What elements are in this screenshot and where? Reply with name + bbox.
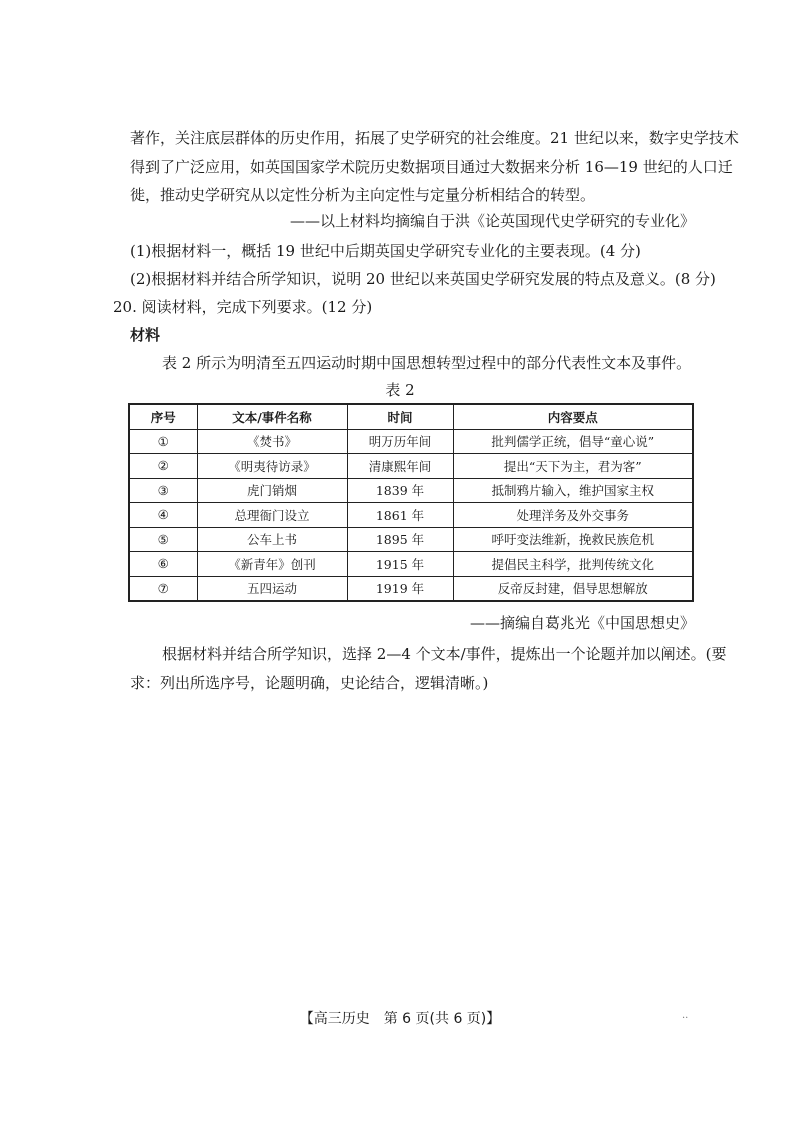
cell-name: 虎门销烟 <box>197 478 347 503</box>
cell-content: 呼吁变法维新，挽救民族危机 <box>453 527 693 552</box>
cell-time: 明万历年间 <box>347 429 453 454</box>
cell-content: 提倡民主科学，批判传统文化 <box>453 552 693 577</box>
cell-content: 批判儒学正统，倡导“童心说” <box>453 429 693 454</box>
task-line: 根据材料并结合所学知识，选择 2—4 个文本/事件，提炼出一个论题并加以阐述。(要 <box>162 645 727 663</box>
cell-time: 1839 年 <box>347 478 453 503</box>
cell-name: 《明夷待访录》 <box>197 454 347 479</box>
table-row <box>129 552 693 577</box>
cell-content: 提出“天下为主，君为客” <box>453 454 693 479</box>
intro-line: 徙，推动史学研究从以定性分析为主向定性与定量分析相结合的转型。 <box>130 186 596 204</box>
table-row <box>129 429 693 454</box>
cell-index: ⑤ <box>129 527 197 552</box>
cell-index: ① <box>129 429 197 454</box>
events-table <box>128 403 694 602</box>
cell-time: 1895 年 <box>347 527 453 552</box>
table-row <box>129 503 693 528</box>
cell-content: 抵制鸦片输入，维护国家主权 <box>453 478 693 503</box>
header-time: 时间 <box>347 404 453 429</box>
material-text: 表 2 所示为明清至五四运动时期中国思想转型过程中的部分代表性文本及事件。 <box>162 354 692 372</box>
table-title: 表 2 <box>385 381 415 399</box>
cell-index: ② <box>129 454 197 479</box>
cell-name: 《焚书》 <box>197 429 347 454</box>
page-footer: 【高三历史 第 6 页(共 6 页)】 <box>299 1011 501 1027</box>
header-name: 文本/事件名称 <box>197 404 347 429</box>
cell-name: 五四运动 <box>197 576 347 601</box>
cell-name: 《新青年》创刊 <box>197 552 347 577</box>
cell-content: 反帝反封建，倡导思想解放 <box>453 576 693 601</box>
table-row <box>129 576 693 601</box>
header-content: 内容要点 <box>453 404 693 429</box>
cell-time: 1919 年 <box>347 576 453 601</box>
question-19-2: (2)根据材料并结合所学知识，说明 20 世纪以来英国史学研究发展的特点及意义。(8 分) <box>130 270 716 288</box>
cell-index: ⑦ <box>129 576 197 601</box>
question-19-1: (1)根据材料一，概括 19 世纪中后期英国史学研究专业化的主要表现。(4 分) <box>130 242 641 260</box>
task-line: 求：列出所选序号，论题明确，史论结合，逻辑清晰。) <box>130 673 489 692</box>
cell-index: ④ <box>129 503 197 528</box>
table-row <box>129 527 693 552</box>
cell-index: ③ <box>129 478 197 503</box>
header-index: 序号 <box>129 404 197 429</box>
footer-mark: .. <box>682 1010 689 1021</box>
intro-line: 得到了广泛应用，如英国国家学术院历史数据项目通过大数据来分析 16—19 世纪的人口迁 <box>130 157 733 176</box>
cell-name: 公车上书 <box>197 527 347 552</box>
intro-line: 著作，关注底层群体的历史作用，拓展了史学研究的社会维度。21 世纪以来，数字史学技术 <box>130 129 739 147</box>
question-20: 20. 阅读材料，完成下列要求。(12 分) <box>113 298 373 316</box>
cell-time: 清康熙年间 <box>347 454 453 479</box>
cell-name: 总理衙门设立 <box>197 503 347 528</box>
table-header-row <box>129 404 693 429</box>
material-source-2: ——摘编自葛兆光《中国思想史》 <box>469 614 695 632</box>
material-label: 材料 <box>130 326 161 344</box>
material-source-1: ——以上材料均摘编自于洪《论英国现代史学研究的专业化》 <box>289 212 695 230</box>
table-row <box>129 454 693 479</box>
cell-content: 处理洋务及外交事务 <box>453 503 693 528</box>
cell-index: ⑥ <box>129 552 197 577</box>
cell-time: 1915 年 <box>347 552 453 577</box>
task-paragraph <box>130 640 727 697</box>
cell-time: 1861 年 <box>347 503 453 528</box>
table-row <box>129 478 693 503</box>
intro-paragraph <box>130 124 739 210</box>
